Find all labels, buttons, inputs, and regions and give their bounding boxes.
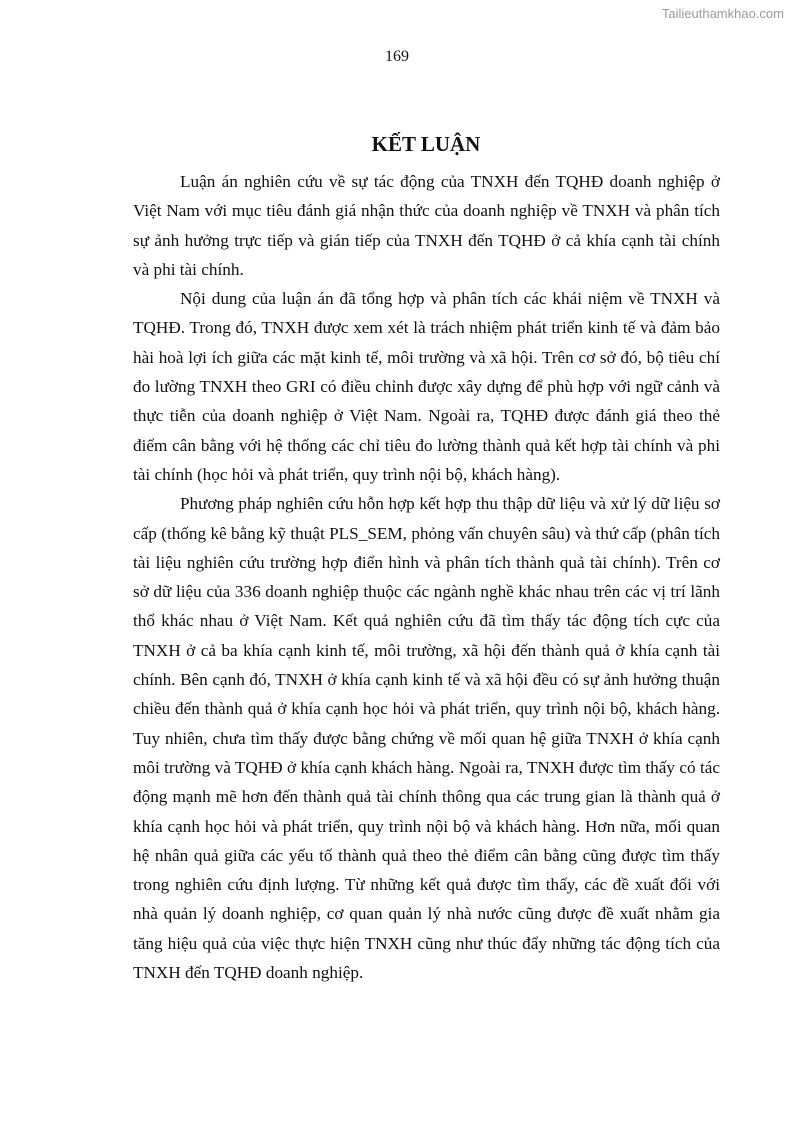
- paragraph: Phương pháp nghiên cứu hỗn hợp kết hợp thu thập dữ liệu và xử lý dữ liệu sơ cấp (thống kê bằng kỹ thuật PLS_SEM, phỏng vấn chuyên sâu) và thứ cấp (phân tích tài liệu nghiên cứu trường hợp điển hình và phân tích thành quả tài chính). Trên cơ sở dữ liệu của 336 doanh nghiệp thuộc các ngành nghề khác nhau trên các vị trí lãnh thổ khác nhau ở Việt Nam. Kết quả nghiên cứu đã tìm thấy tác động tích cực của TNXH ở cả ba khía cạnh kinh tế, môi trường, xã hội đến thành quả ở khía cạnh tài chính. Bên cạnh đó, TNXH ở khía cạnh kinh tế và xã hội đều có sự ảnh hưởng thuận chiều đến thành quả ở khía cạnh học hỏi và phát triển, quy trình nội bộ, khách hàng. Tuy nhiên, chưa tìm thấy được bằng chứng về mối quan hệ giữa TNXH ở khía cạnh môi trường và TQHĐ ở khía cạnh khách hàng. Ngoài ra, TNXH được tìm thấy có tác động mạnh mẽ hơn đến thành quả tài chính thông qua các trung gian là thành quả ở khía cạnh học hỏi và phát triển, quy trình nội bộ và khách hàng. Hơn nữa, mối quan hệ nhân quả giữa các yếu tố thành quả theo thẻ điểm cân bằng cũng được tìm thấy trong nghiên cứu định lượng. Từ những kết quả được tìm thấy, các đề xuất đối với nhà quản lý doanh nghiệp, cơ quan quản lý nhà nước cũng được đề xuất nhằm gia tăng hiệu quả của việc thực hiện TNXH cũng như thúc đẩy những tác động tích của TNXH đến TQHĐ doanh nghiệp.: [133, 494, 720, 983]
- body-text: [133, 167, 720, 987]
- paragraph: Nội dung của luận án đã tổng hợp và phân tích các khái niệm về TNXH và TQHĐ. Trong đó, TNXH được xem xét là trách nhiệm phát triển kinh tế và đảm bảo hài hoà lợi ích giữa các mặt kinh tế, môi trường và xã hội. Trên cơ sở đó, bộ tiêu chí đo lường TNXH theo GRI có điều chỉnh được xây dựng để phù hợp với ngữ cảnh và thực tiễn của doanh nghiệp ở Việt Nam. Ngoài ra, TQHĐ được đánh giá theo thẻ điểm cân bằng với hệ thống các chỉ tiêu đo lường thành quả kết hợp tài chính và phi tài chính (học hỏi và phát triển, quy trình nội bộ, khách hàng).: [133, 289, 720, 484]
- watermark: Tailieuthamkhao.com: [661, 6, 784, 21]
- page-number: 169: [385, 48, 409, 65]
- page-title: KẾT LUẬN: [371, 132, 481, 156]
- paragraph: Luận án nghiên cứu về sự tác động của TNXH đến TQHĐ doanh nghiệp ở Việt Nam với mục tiêu đánh giá nhận thức của doanh nghiệp về TNXH và phân tích sự ảnh hưởng trực tiếp và gián tiếp của TNXH đến TQHĐ ở cả khía cạnh tài chính và phi tài chính.: [133, 172, 720, 279]
